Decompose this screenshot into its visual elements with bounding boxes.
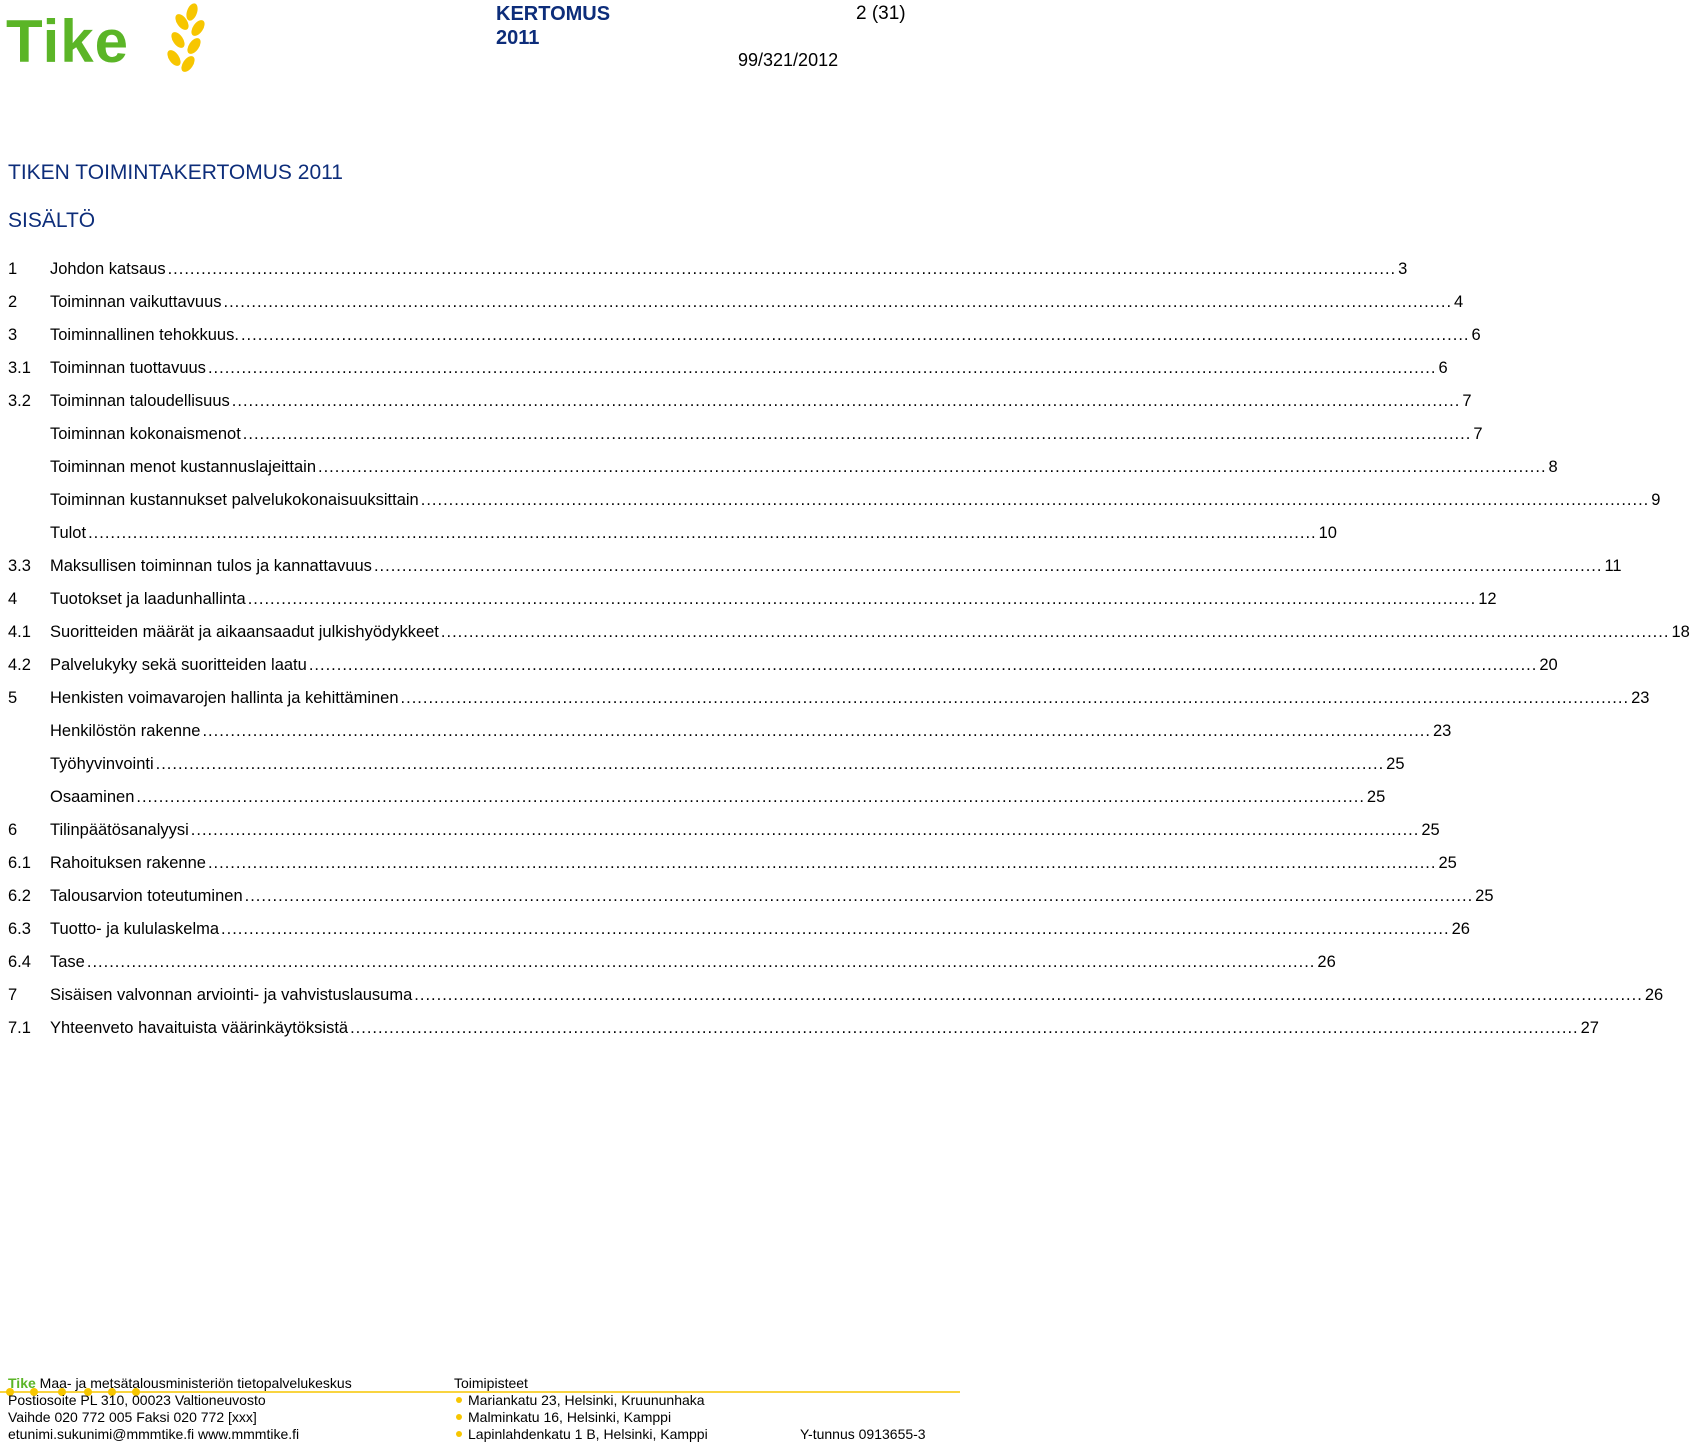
toc-leader-dots: ............................................................................................................................................................................................................................ <box>202 722 1431 740</box>
toc-entry-number: 6.2 <box>8 887 31 905</box>
toc-entry-page: 27 <box>1580 1019 1599 1037</box>
toc-entry-number: 7 <box>8 986 18 1004</box>
footer-contact <box>8 1375 448 1443</box>
toc-entry[interactable] <box>8 586 1497 619</box>
toc-leader-dots: ............................................................................................................................................................................................................................ <box>440 623 1670 641</box>
toc-entry[interactable] <box>8 982 1664 1015</box>
toc-entry[interactable] <box>8 388 1472 421</box>
toc-leader-dots: ............................................................................................................................................................................................................................ <box>207 854 1437 872</box>
toc-entry-page: 23 <box>1432 722 1452 740</box>
toc-entry-number: 7.1 <box>8 1019 31 1037</box>
business-id: Y-tunnus 0913655-3 <box>800 1426 926 1442</box>
toc-leader-dots: ............................................................................................................................................................................................................................ <box>190 821 1420 839</box>
toc-entry-page: 26 <box>1317 953 1336 971</box>
office-item: Malminkatu 16, Helsinki, Kamppi <box>454 1409 774 1426</box>
toc-entry-page: 9 <box>1651 491 1661 509</box>
toc-entry[interactable] <box>8 751 1405 784</box>
toc-leader-dots: ............................................................................................................................................................................................................................ <box>318 458 1547 476</box>
toc-leader-dots: ............................................................................................................................................................................................................................ <box>88 524 1317 542</box>
toc-entry-label: Henkisten voimavarojen hallinta ja kehittäminen <box>50 689 399 707</box>
doc-year: 2011 <box>496 27 540 49</box>
toc-entry-number: 2 <box>8 293 18 311</box>
toc-leader-dots: ............................................................................................................................................................................................................................ <box>221 920 1450 938</box>
toc-entry[interactable] <box>8 949 1336 982</box>
toc-entry-label: Tase <box>50 953 85 971</box>
toc-leader-dots: ............................................................................................................................................................................................................................ <box>167 260 1397 278</box>
toc-entry-label: Toiminnan tuottavuus <box>50 359 206 377</box>
toc-entry-label: Toiminnallinen tehokkuus. <box>50 326 239 344</box>
toc-entry-label: Yhteenveto havaituista väärinkäytöksistä <box>50 1019 349 1037</box>
toc-entry-page: 7 <box>1462 392 1472 410</box>
toc-entry-page: 7 <box>1473 425 1483 443</box>
toc-leader-dots: ............................................................................................................................................................................................................................ <box>207 359 1437 377</box>
toc-leader-dots: ............................................................................................................................................................................................................................ <box>136 788 1365 806</box>
toc-entry-label: Tulot <box>50 524 87 542</box>
toc-leader-dots: ............................................................................................................................................................................................................................ <box>350 1019 1579 1037</box>
logo <box>6 2 206 80</box>
toc-entry-page: 3 <box>1398 260 1408 278</box>
toc-entry-label: Maksullisen toiminnan tulos ja kannattavuus <box>50 557 372 575</box>
toc-entry[interactable] <box>8 652 1558 685</box>
toc-entry-number: 6 <box>8 821 18 839</box>
toc-entry-page: 10 <box>1318 524 1337 542</box>
table-of-contents <box>8 256 1690 1048</box>
toc-leader-dots: ............................................................................................................................................................................................................................ <box>420 491 1650 509</box>
contents-heading: SISÄLTÖ <box>8 209 96 232</box>
footer-brand: Tike <box>8 1375 36 1391</box>
doc-type: KERTOMUS <box>496 3 611 25</box>
toc-leader-dots: ............................................................................................................................................................................................................................ <box>86 953 1316 971</box>
toc-entry[interactable] <box>8 355 1448 388</box>
toc-entry-label: Suoritteiden määrät ja aikaansaadut julkishyödykkeet <box>50 623 439 641</box>
toc-entry-label: Tuotto- ja kululaskelma <box>50 920 220 938</box>
toc-entry-label: Toiminnan vaikuttavuus <box>50 293 222 311</box>
toc-entry-number: 3 <box>8 326 18 344</box>
toc-entry-page: 25 <box>1366 788 1386 806</box>
toc-entry-label: Palvelukyky sekä suoritteiden laatu <box>50 656 307 674</box>
reference-number: 99/321/2012 <box>738 50 839 70</box>
toc-entry[interactable] <box>8 817 1440 850</box>
toc-entry-page: 8 <box>1548 458 1558 476</box>
wheat-icon <box>158 2 206 78</box>
toc-entry-page: 25 <box>1475 887 1494 905</box>
toc-entry[interactable] <box>8 685 1650 718</box>
toc-entry-number: 6.3 <box>8 920 31 938</box>
toc-entry[interactable] <box>8 454 1558 487</box>
toc-entry-label: Sisäisen valvonnan arviointi- ja vahvistuslausuma <box>50 986 413 1004</box>
toc-entry-page: 25 <box>1386 755 1405 773</box>
toc-entry-page: 6 <box>1471 326 1481 344</box>
toc-entry-number: 1 <box>8 260 18 278</box>
page-number: 2 (31) <box>856 3 906 24</box>
toc-entry-number: 6.1 <box>8 854 31 872</box>
page-title: TIKEN TOIMINTAKERTOMUS 2011 <box>8 161 343 184</box>
toc-entry[interactable] <box>8 916 1470 949</box>
toc-entry-page: 26 <box>1451 920 1470 938</box>
toc-entry[interactable] <box>8 322 1481 355</box>
toc-leader-dots: ............................................................................................................................................................................................................................ <box>242 425 1472 443</box>
toc-entry-number: 5 <box>8 689 18 707</box>
toc-entry-label: Työhyvinvointi <box>50 755 154 773</box>
toc-entry-page: 23 <box>1631 689 1650 707</box>
toc-leader-dots: ............................................................................................................................................................................................................................ <box>240 326 1470 344</box>
toc-entry[interactable] <box>8 487 1661 520</box>
footer-email-web: etunimi.sukunimi@mmmtike.fi www.mmmtike.fi <box>8 1426 300 1442</box>
toc-entry[interactable] <box>8 289 1464 322</box>
toc-entry-number: 3.3 <box>8 557 31 575</box>
toc-entry[interactable] <box>8 784 1386 817</box>
toc-entry-number: 4.2 <box>8 656 31 674</box>
toc-leader-dots: ............................................................................................................................................................................................................................ <box>400 689 1630 707</box>
toc-entry[interactable] <box>8 850 1457 883</box>
footer-offices <box>454 1375 774 1443</box>
toc-entry[interactable] <box>8 1015 1599 1048</box>
office-item: Mariankatu 23, Helsinki, Kruununhaka <box>454 1392 774 1409</box>
toc-entry-number: 4.1 <box>8 623 31 641</box>
toc-entry-label: Johdon katsaus <box>50 260 166 278</box>
toc-leader-dots: ............................................................................................................................................................................................................................ <box>244 887 1474 905</box>
footer-phone: Vaihde 020 772 005 Faksi 020 772 [xxx] <box>8 1409 257 1425</box>
toc-entry-label: Henkilöstön rakenne <box>50 722 201 740</box>
bullet-icon <box>456 1397 462 1403</box>
toc-entry[interactable] <box>8 421 1483 454</box>
toc-entry-label: Toiminnan taloudellisuus <box>50 392 230 410</box>
toc-entry[interactable] <box>8 718 1452 751</box>
toc-entry-label: Tilinpäätösanalyysi <box>50 821 189 839</box>
toc-entry-label: Rahoituksen rakenne <box>50 854 206 872</box>
toc-entry-number: 3.1 <box>8 359 31 377</box>
offices-title: Toimipisteet <box>454 1375 528 1391</box>
logo-text: Tike <box>6 8 129 75</box>
toc-entry-label: Toiminnan menot kustannuslajeittain <box>50 458 316 476</box>
footer-address: Postiosoite PL 310, 00023 Valtioneuvosto <box>8 1392 266 1408</box>
toc-entry[interactable] <box>8 883 1494 916</box>
office-item: Lapinlahdenkatu 1 B, Helsinki, Kamppi <box>454 1426 774 1443</box>
toc-entry-page: 20 <box>1539 656 1558 674</box>
toc-leader-dots: ............................................................................................................................................................................................................................ <box>231 392 1461 410</box>
toc-entry-page: 25 <box>1421 821 1440 839</box>
toc-entry-page: 25 <box>1438 854 1457 872</box>
toc-entry-page: 18 <box>1671 623 1690 641</box>
toc-entry-label: Osaaminen <box>50 788 135 806</box>
toc-entry-number: 3.2 <box>8 392 31 410</box>
toc-entry-label: Toiminnan kokonaismenot <box>50 425 241 443</box>
bullet-icon <box>456 1431 462 1437</box>
toc-entry-label: Tuotokset ja laadunhallinta <box>50 590 246 608</box>
footer-org: Maa- ja metsätalousministeriön tietopalvelukeskus <box>39 1375 352 1391</box>
toc-entry[interactable] <box>8 553 1622 586</box>
toc-entry[interactable] <box>8 256 1408 289</box>
toc-entry[interactable] <box>8 619 1690 652</box>
footer-org-line <box>8 1375 448 1392</box>
toc-entry-page: 6 <box>1438 359 1448 377</box>
toc-entry-page: 4 <box>1454 293 1464 311</box>
toc-leader-dots: ............................................................................................................................................................................................................................ <box>155 755 1385 773</box>
footer-business-id-col <box>800 1375 950 1443</box>
toc-entry[interactable] <box>8 520 1337 553</box>
toc-entry-page: 11 <box>1604 557 1622 575</box>
toc-leader-dots: ............................................................................................................................................................................................................................ <box>373 557 1603 575</box>
toc-entry-page: 26 <box>1644 986 1664 1004</box>
toc-entry-label: Talousarvion toteutuminen <box>50 887 243 905</box>
toc-entry-label: Toiminnan kustannukset palvelukokonaisuuksittain <box>50 491 419 509</box>
toc-leader-dots: ............................................................................................................................................................................................................................ <box>247 590 1477 608</box>
toc-entry-number: 6.4 <box>8 953 31 971</box>
toc-entry-page: 12 <box>1478 590 1497 608</box>
toc-leader-dots: ............................................................................................................................................................................................................................ <box>414 986 1643 1004</box>
toc-entry-number: 4 <box>8 590 18 608</box>
bullet-icon <box>456 1414 462 1420</box>
toc-leader-dots: ............................................................................................................................................................................................................................ <box>223 293 1453 311</box>
toc-leader-dots: ............................................................................................................................................................................................................................ <box>308 656 1538 674</box>
